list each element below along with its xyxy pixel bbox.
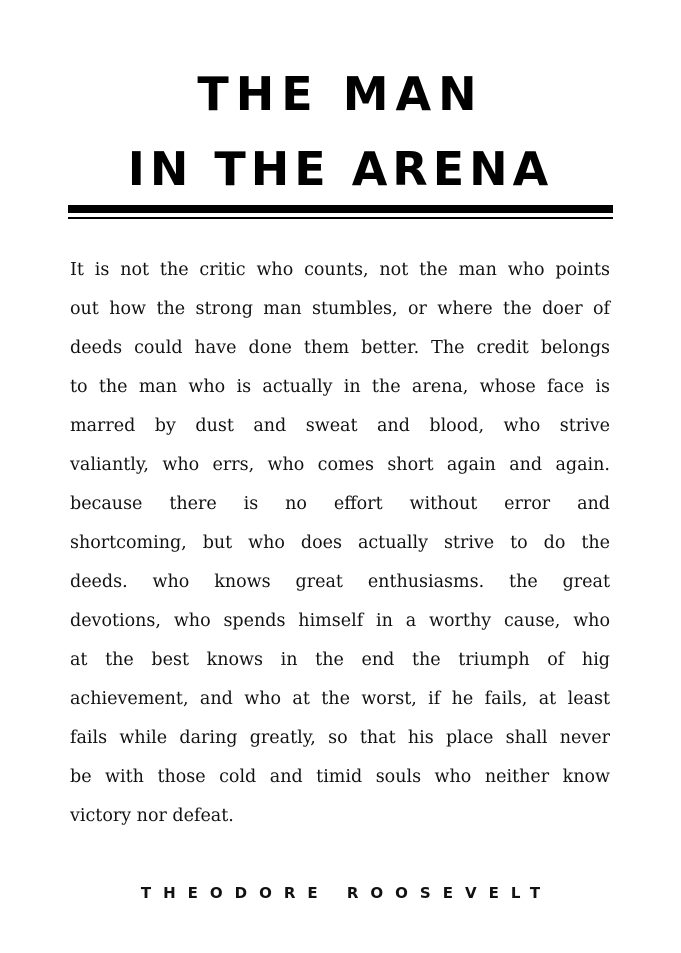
quote-line: be with those cold and timid souls who neither know xyxy=(70,767,610,787)
quote-line: devotions, who spends himself in a worthy cause, who xyxy=(70,611,610,631)
quote-line: because there is no effort without error and xyxy=(70,494,610,514)
author-name: THEODORE ROOSEVELT xyxy=(140,884,553,902)
quote-line: achievement, and who at the worst, if he fails, at least xyxy=(70,689,610,709)
title-line-2: IN THE ARENA xyxy=(127,142,554,196)
quote-line: out how the strong man stumbles, or where the doer of xyxy=(70,299,610,319)
quote-line: to the man who is actually in the arena, whose face is xyxy=(70,377,610,397)
quote-line: deeds could have done them better. The credit belongs xyxy=(70,338,610,358)
quote-line: marred by dust and sweat and blood, who strive xyxy=(70,416,610,436)
quote-line: shortcoming, but who does actually strive to do the xyxy=(70,533,610,553)
quote-line: deeds. who knows great enthusiasms. the great xyxy=(70,572,610,592)
quote-line: victory nor defeat. xyxy=(70,806,234,826)
title-line-1: THE MAN xyxy=(197,67,484,121)
quote-line: valiantly, who errs, who comes short again and again. xyxy=(70,455,610,475)
quote-line: It is not the critic who counts, not the man who points xyxy=(70,260,610,280)
quote-body xyxy=(70,252,610,837)
title-underline-thick xyxy=(68,205,613,213)
quote-line: at the best knows in the end the triumph of hig xyxy=(70,650,610,670)
quote-line: fails while daring greatly, so that his place shall never xyxy=(70,728,610,748)
title-underline-thin xyxy=(68,217,613,219)
